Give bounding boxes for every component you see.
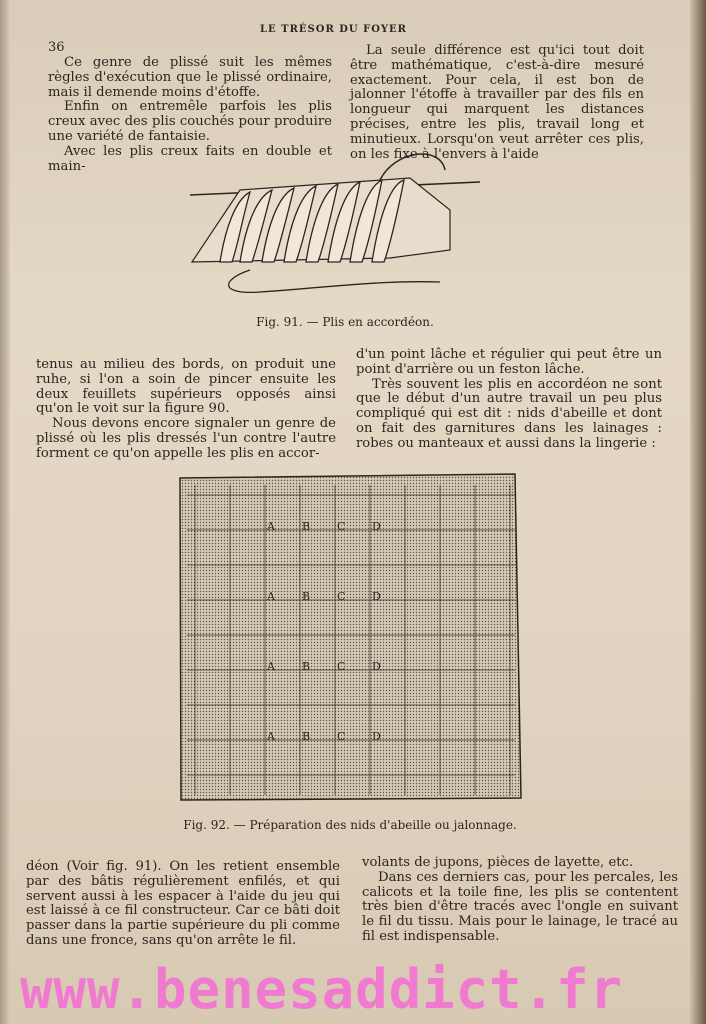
paragraph: Ce genre de plissé suit les mêmes règles d'exécution que le plissé ordinaire, mais il demende moins d'étoffe. (48, 55, 332, 100)
grid-letter: A (267, 730, 275, 743)
paragraph: Dans ces derniers cas, pour les percales, les calicots et la toile fine, les plis se contentent très bien d'être tracés avec l'ongle en suivant le fil du tissu. Mais pour le lainage, le tracé au fil est indispensable. (362, 869, 678, 944)
grid-letter: D (372, 590, 381, 603)
grid-letter: B (302, 730, 311, 743)
middle-left-column (36, 358, 336, 462)
middle-right-column (356, 348, 662, 452)
grid-letter: A (267, 660, 275, 673)
grid-letter: A (267, 590, 275, 603)
paragraph: Nous devons encore signaler un genre de plissé où les plis dressés l'un contre l'autre forment ce qu'on appelle les plis en accor- (36, 416, 336, 461)
running-head: LE TRÉSOR DU FOYER (260, 24, 407, 35)
paragraph: Très souvent les plis en accordéon ne sont que le début d'un autre travail un peu plus compliqué qui est dit : nids d'abeille et dont on fait des garnitures dans les lainages : robes ou manteaux et aussi dans la lingerie : (356, 376, 662, 451)
grid-letter: B (302, 590, 311, 603)
paragraph: déon (Voir fig. 91). On les retient ensemble par des bâtis régulièrement enfilés, et qui servent aussi à les espacer à l'aide du jeu qui est laissé à ce fil constructeur. Car ce bâti doit passer dans la partie supérieure du pli comme dans une fronce, sans qu'on arrête le fil. (26, 859, 340, 948)
paragraph: Avec les plis creux faits en double et main- (48, 143, 332, 174)
grid-letter: C (337, 730, 346, 743)
bottom-left-column (26, 860, 340, 949)
paragraph: La seule différence est qu'ici tout doit être mathématique, c'est-à-dire mesuré exactement. Pour cela, il est bon de jalonner l'étoffe à travailler par des fils en longueur qui marquent les distances précises, entre les plis, travail long et minutieux. Lorsqu'on veut arrêter ces plis, on les fixe à l'envers à l'aide (350, 43, 644, 162)
grid-letter: B (302, 520, 311, 533)
page-edge-right (690, 0, 706, 1024)
page-number: 36 (48, 40, 65, 55)
grid-letter: D (372, 520, 381, 533)
grid-letter: D (372, 730, 381, 743)
top-right-column (350, 44, 644, 162)
watermark-url: www.benesaddict.fr (20, 958, 624, 1021)
grid-letter: D (372, 660, 381, 673)
page-edge-left (0, 0, 10, 1024)
figure-91-accordion-pleats (180, 150, 500, 305)
figure-92-caption: Fig. 92. — Préparation des nids d'abeille ou jalonnage. (183, 818, 517, 832)
grid-letter: C (337, 520, 346, 533)
bottom-right-column (362, 856, 678, 945)
paragraph: Enfin on entremêle parfois les plis creux avec des plis couchés pour produire une variété de fantaisie. (48, 99, 332, 144)
figure-91-caption: Fig. 91. — Plis en accordéon. (256, 315, 434, 329)
figure-92-honeycomb-grid (175, 470, 525, 805)
grid-letter: B (302, 660, 311, 673)
paragraph: d'un point lâche et régulier qui peut être un point d'arrière ou un feston lâche. (356, 347, 662, 377)
grid-letter: C (337, 660, 346, 673)
grid-letter: A (267, 520, 275, 533)
grid-letter: C (337, 590, 346, 603)
paragraph: tenus au milieu des bords, on produit une ruhe, si l'on a soin de pincer ensuite les deux feuillets supérieurs opposés ainsi qu'on le voit sur la figure 90. (36, 357, 336, 417)
paragraph: volants de jupons, pièces de layette, etc. (362, 855, 634, 870)
